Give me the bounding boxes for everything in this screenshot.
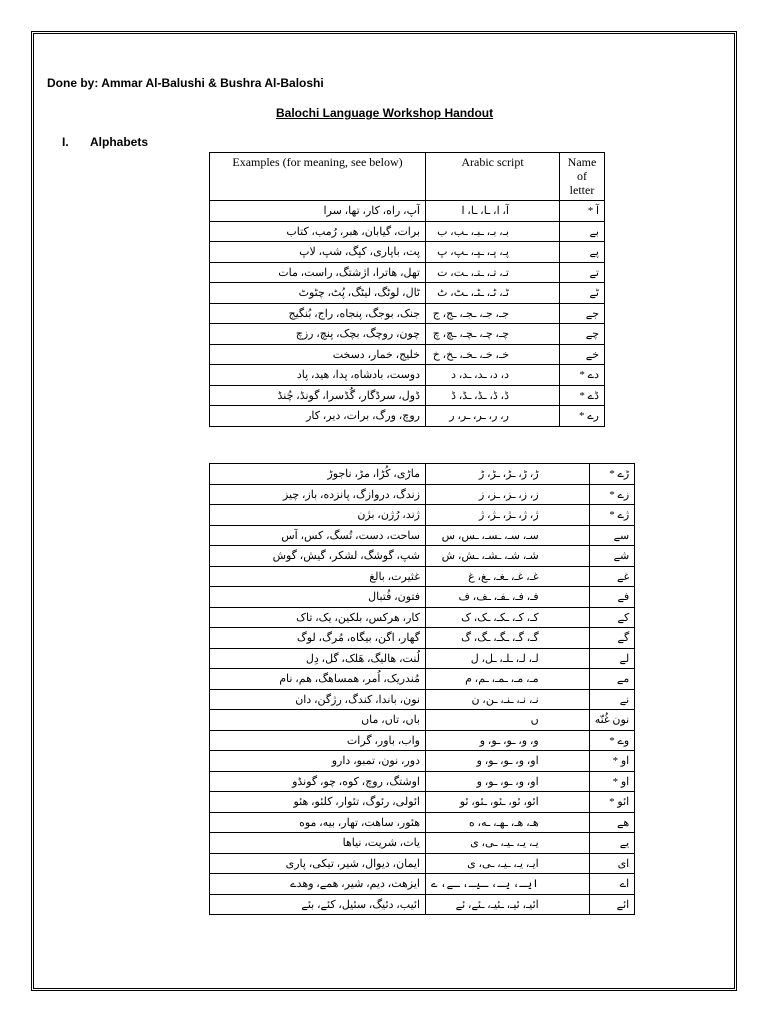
- examples-cell: فتون، فُتبال: [210, 587, 426, 608]
- letter-name-cell: کے: [589, 607, 635, 628]
- script-cell: کـ، کـ، ـکـ، ـک، ک: [426, 607, 590, 628]
- letter-name-cell: چے: [560, 324, 605, 345]
- document-title: Balochi Language Workshop Handout: [276, 106, 494, 120]
- table-row: [210, 874, 635, 895]
- examples-cell: برات، گیابان، هبر، رُمب، کتاب: [210, 221, 426, 242]
- table-row: [210, 242, 605, 263]
- examples-cell: ساحت، دست، تُسگ، کس، آس: [210, 525, 426, 546]
- script-cell: هـ، هـ، ـهـ، ـه، ه: [426, 812, 590, 833]
- examples-cell: ائولی، رئوگ، تئوار، کلئو، هئو: [210, 792, 426, 813]
- table-row: [210, 484, 635, 505]
- examples-cell: لُنت، هالیگ، هَلک، گل، دِل: [210, 648, 426, 669]
- letter-name-cell: ژے *: [589, 505, 635, 526]
- letter-name-cell: هے: [589, 812, 635, 833]
- letter-name-cell: او *: [589, 751, 635, 772]
- table-row: [210, 546, 635, 567]
- table-row: [210, 464, 635, 485]
- letter-name-cell: ڑے *: [589, 464, 635, 485]
- letter-name-cell: یے: [589, 833, 635, 854]
- examples-cell: چون، روچگ، بچک، پنچ، رزچ: [210, 324, 426, 345]
- script-cell: غـ، غـ، ـغـ، ـغ، غ: [426, 566, 590, 587]
- script-cell: چـ، چـ، ـچـ، ـچ، چ: [426, 324, 560, 345]
- column-header-examples: Examples (for meaning, see below): [210, 153, 426, 201]
- examples-cell: روچ، ورگ، برات، دیر، کار: [210, 406, 426, 427]
- table-row: [210, 751, 635, 772]
- examples-cell: خلیج، خمار، دسخت: [210, 344, 426, 365]
- letter-name-cell: جے: [560, 303, 605, 324]
- examples-cell: آپ، راه، کار، تها، سرا: [210, 201, 426, 222]
- script-cell: ز، ز، ـز، ـز، ز: [426, 484, 590, 505]
- letter-name-cell: زے *: [589, 484, 635, 505]
- letter-name-cell: ٹے: [560, 283, 605, 304]
- table-row: [210, 710, 635, 731]
- table-row: [210, 365, 605, 386]
- examples-cell: واب، باور، گرات: [210, 730, 426, 751]
- section-title: Alphabets: [90, 135, 149, 149]
- examples-cell: دور، نون، تمبو، دارو: [210, 751, 426, 772]
- script-cell: گـ، گـ، ـگـ، ـگ، گ: [426, 628, 590, 649]
- script-cell: ایـ، یـ، ـیـ، ـی، ی: [426, 853, 590, 874]
- examples-cell: هئور، ساهت، تهار، بیه، موه: [210, 812, 426, 833]
- letter-name-cell: او *: [589, 771, 635, 792]
- letter-name-cell: اے: [589, 874, 635, 895]
- letter-name-cell: رے *: [560, 406, 605, 427]
- script-cell: ڈ، ڈ، ـڈ، ـڈ، ڈ: [426, 385, 560, 406]
- letter-name-cell: سے: [589, 525, 635, 546]
- script-cell: یـ، یـ، ـیـ، ـی، ی: [426, 833, 590, 854]
- examples-cell: باں، تاں، ماں: [210, 710, 426, 731]
- table-row: [210, 669, 635, 690]
- examples-cell: مُندریک، اُمر، همساهگ، هم، نام: [210, 669, 426, 690]
- author-line: Done by: Ammar Al-Balushi & Bushra Al-Baloshi: [47, 76, 324, 90]
- script-cell: خـ، خـ، ـخـ، ـخ، خ: [426, 344, 560, 365]
- examples-cell: پت، باپاری، کپگ، شپ، لاپ: [210, 242, 426, 263]
- script-cell: د، د، ـد، ـد، د: [426, 365, 560, 386]
- script-cell: و، و، ـو، ـو، و: [426, 730, 590, 751]
- table-row: [210, 344, 605, 365]
- examples-cell: شپ، گوشگ، لشکر، گیش، گوش: [210, 546, 426, 567]
- letter-name-cell: وے *: [589, 730, 635, 751]
- script-cell: او، و، ـو، ـو، و: [426, 751, 590, 772]
- script-cell: ٹـ، ٹـ، ـٹـ، ـٹ، ٹ: [426, 283, 560, 304]
- table-row: [210, 648, 635, 669]
- script-cell: جـ، جـ، ـجـ، ـج، ج: [426, 303, 560, 324]
- table-row: [210, 283, 605, 304]
- examples-cell: گهار، اگن، بیگاه، مُرگ، لوگ: [210, 628, 426, 649]
- script-cell: پـ، پـ، ـپـ، ـپ، پ: [426, 242, 560, 263]
- letter-name-cell: تے: [560, 262, 605, 283]
- letter-name-cell: ای: [589, 853, 635, 874]
- table-row: [210, 853, 635, 874]
- table-row: [210, 406, 605, 427]
- script-cell: او، و، ـو، ـو، و: [426, 771, 590, 792]
- examples-cell: ائیب، دئیگ، سئیل، کئے، بئے: [210, 894, 426, 915]
- examples-cell: ژند، رُژن، بژن: [210, 505, 426, 526]
- section-number: I.: [62, 135, 69, 149]
- alphabet-table-part-2: [209, 463, 635, 915]
- script-cell: تـ، تـ، ـتـ، ـت، ت: [426, 262, 560, 283]
- table-row: [210, 689, 635, 710]
- script-cell: آ، ا، ـا، ـا، ا: [426, 201, 560, 222]
- table-row: [210, 730, 635, 751]
- letter-name-cell: پے: [560, 242, 605, 263]
- script-cell: نـ، نـ، ـنـ، ـن، ن: [426, 689, 590, 710]
- examples-cell: ٹال، لوٹگ، لیٹگ، پُٹ، چٹوٹ: [210, 283, 426, 304]
- letter-name-cell: نے: [589, 689, 635, 710]
- table-row: [210, 628, 635, 649]
- examples-cell: تهل، هاترا، اژشتگ، راست، مات: [210, 262, 426, 283]
- script-cell: شـ، شـ، ـشـ، ـش، ش: [426, 546, 590, 567]
- table-row: [210, 324, 605, 345]
- script-cell: ایـ، یـ، ـیـ، ـے، ے: [426, 874, 590, 895]
- table-row: [210, 303, 605, 324]
- letter-name-cell: ڈے *: [560, 385, 605, 406]
- examples-cell: ایمان، دیوال، شیر، تیکی، پاری: [210, 853, 426, 874]
- letter-name-cell: لے: [589, 648, 635, 669]
- table-row: [210, 771, 635, 792]
- script-cell: ڑ، ڑ، ـڑ، ـڑ، ڑ: [426, 464, 590, 485]
- letter-name-cell: فے: [589, 587, 635, 608]
- examples-cell: دوست، بادشاه، پدا، هید، پاد: [210, 365, 426, 386]
- table-row: [210, 525, 635, 546]
- script-cell: ائو، ئو، ـئو، ـئو، ئو: [426, 792, 590, 813]
- table-row: [210, 833, 635, 854]
- script-cell: ں: [426, 710, 590, 731]
- examples-cell: ڈول، سرڈگار، گُڈسرا، گونڈ، چُنڈ: [210, 385, 426, 406]
- examples-cell: ایزهت، دیم، شیر، همے، وهدے: [210, 874, 426, 895]
- script-cell: ائیـ، ئیـ، ـئیـ، ـئے، ئے: [426, 894, 590, 915]
- letter-name-cell: گے: [589, 628, 635, 649]
- table-row: [210, 607, 635, 628]
- table-row: [210, 262, 605, 283]
- examples-cell: غثیرت، بالغ: [210, 566, 426, 587]
- examples-cell: یات، شریت، نیاها: [210, 833, 426, 854]
- script-cell: لـ، لـ، ـلـ، ـل، ل: [426, 648, 590, 669]
- table-row: [210, 812, 635, 833]
- letter-name-cell: آ *: [560, 201, 605, 222]
- table-row: [210, 792, 635, 813]
- script-cell: فـ، فـ، ـفـ، ـف، ف: [426, 587, 590, 608]
- examples-cell: کار، هرکس، بلکین، یک، تاک: [210, 607, 426, 628]
- table-row: [210, 221, 605, 242]
- script-cell: مـ، مـ، ـمـ، ـم، م: [426, 669, 590, 690]
- table-row: [210, 505, 635, 526]
- letter-name-cell: بے: [560, 221, 605, 242]
- script-cell: سـ، سـ، ـسـ، ـس، س: [426, 525, 590, 546]
- column-header-letter-name: Name of letter: [560, 153, 605, 201]
- examples-cell: زندگ، دروازگ، پانزده، باز، چیز: [210, 484, 426, 505]
- letter-name-cell: شے: [589, 546, 635, 567]
- alphabet-table-part-1: [209, 152, 605, 427]
- script-cell: ژ، ژ، ـژ، ـژ، ژ: [426, 505, 590, 526]
- column-header-arabic-script: Arabic script: [426, 153, 560, 201]
- table-row: [210, 894, 635, 915]
- examples-cell: نون، باندا، کندگ، رژگن، دان: [210, 689, 426, 710]
- table-row: [210, 587, 635, 608]
- table-row: [210, 566, 635, 587]
- letter-name-cell: غے: [589, 566, 635, 587]
- letter-name-cell: ائو *: [589, 792, 635, 813]
- script-cell: بـ، بـ، ـبـ، ـب، ب: [426, 221, 560, 242]
- letter-name-cell: ائے: [589, 894, 635, 915]
- examples-cell: اوشتگ، روچ، کوه، چو، گونڈو: [210, 771, 426, 792]
- table-row: [210, 201, 605, 222]
- table-row: [210, 385, 605, 406]
- letter-name-cell: خے: [560, 344, 605, 365]
- script-cell: ر، ر، ـر، ـر، ر: [426, 406, 560, 427]
- letter-name-cell: مے: [589, 669, 635, 690]
- letter-name-cell: دے *: [560, 365, 605, 386]
- examples-cell: ماڑی، کُڑا، مڑ، ناجوڑ: [210, 464, 426, 485]
- examples-cell: جنک، بوجگ، پنجاه، راج، بُنگیج: [210, 303, 426, 324]
- letter-name-cell: نون غُنّه: [589, 710, 635, 731]
